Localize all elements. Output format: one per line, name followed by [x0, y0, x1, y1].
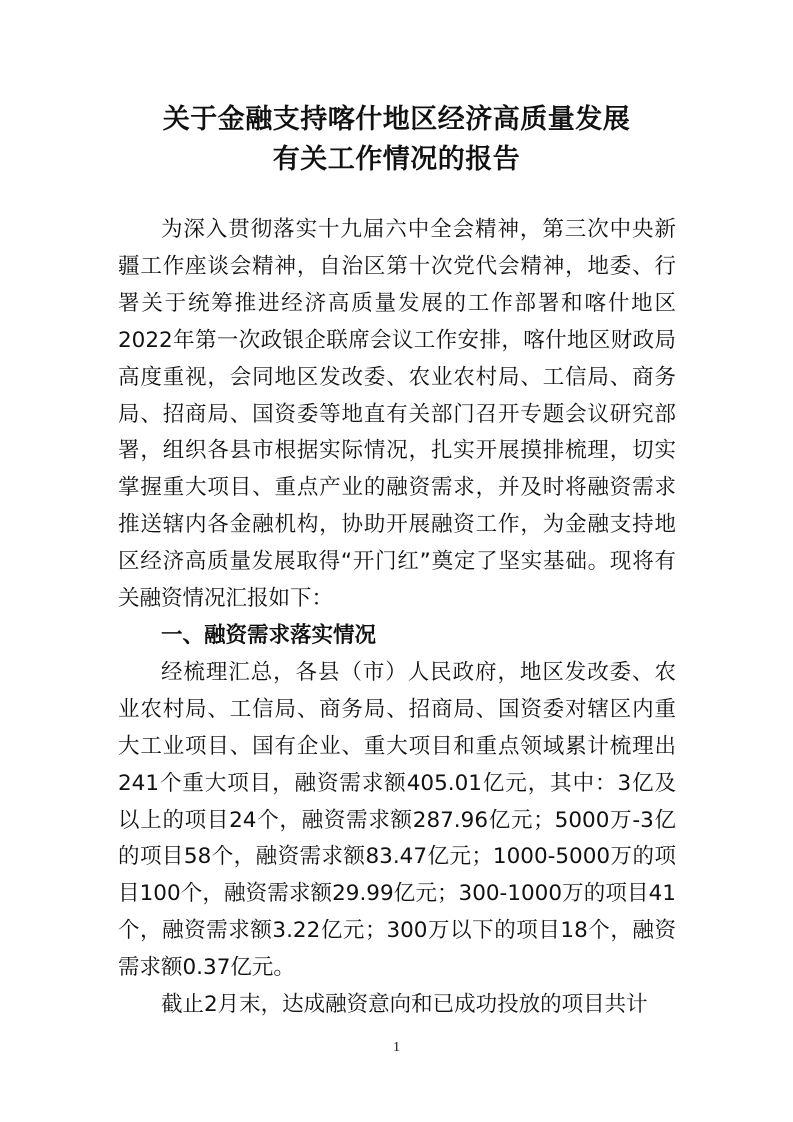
financing-demand-paragraph: 经梳理汇总，各县（市）人民政府，地区发改委、农业农村局、工信局、商务局、招商局、国资委对辖区内重大工业项目、国有企业、重大项目和重点领域累计梳理出241个重大项目，融资需求额405.01亿元，其中：3亿及以上的项目24个，融资需求额287.96亿元；5000万-3亿的项目58个，融资需求额83.47亿元；1000-5000万的项目100个，融资需求额29.99亿元；300-1000万的项目41个，融资需求额3.22亿元；300万以下的项目18个，融资需求额0.37亿元。: [118, 659, 676, 981]
intro-paragraph: 为深入贯彻落实十九届六中全会精神，第三次中央新疆工作座谈会精神，自治区第十次党代会精神，地委、行署关于统筹推进经济高质量发展的工作部署和喀什地区2022年第一次政银企联席会议工作安排，喀什地区财政局高度重视，会同地区发改委、农业农村局、工信局、商务局、招商局、国资委等地直有关部门召开专题会议研究部署，组织各县市根据实际情况，扎实开展摸排梳理，切实掌握重大项目、重点产业的融资需求，并及时将融资需求推送辖内各金融机构，协助开展融资工作，为金融支持地区经济高质量发展取得“开门红”奠定了坚实基础。现将有关融资情况汇报如下：: [118, 217, 676, 612]
report-title-line-2: 有关工作情况的报告: [272, 144, 521, 175]
financing-progress-paragraph: 截止2月末，达成融资意向和已成功投放的项目共计: [161, 992, 648, 1018]
page-number: 1: [393, 1040, 400, 1055]
section-heading-financing-demand: 一、融资需求落实情况: [161, 622, 377, 648]
report-body: [118, 212, 676, 1024]
report-title-line-1: 关于金融支持喀什地区经济高质量发展: [162, 104, 631, 135]
